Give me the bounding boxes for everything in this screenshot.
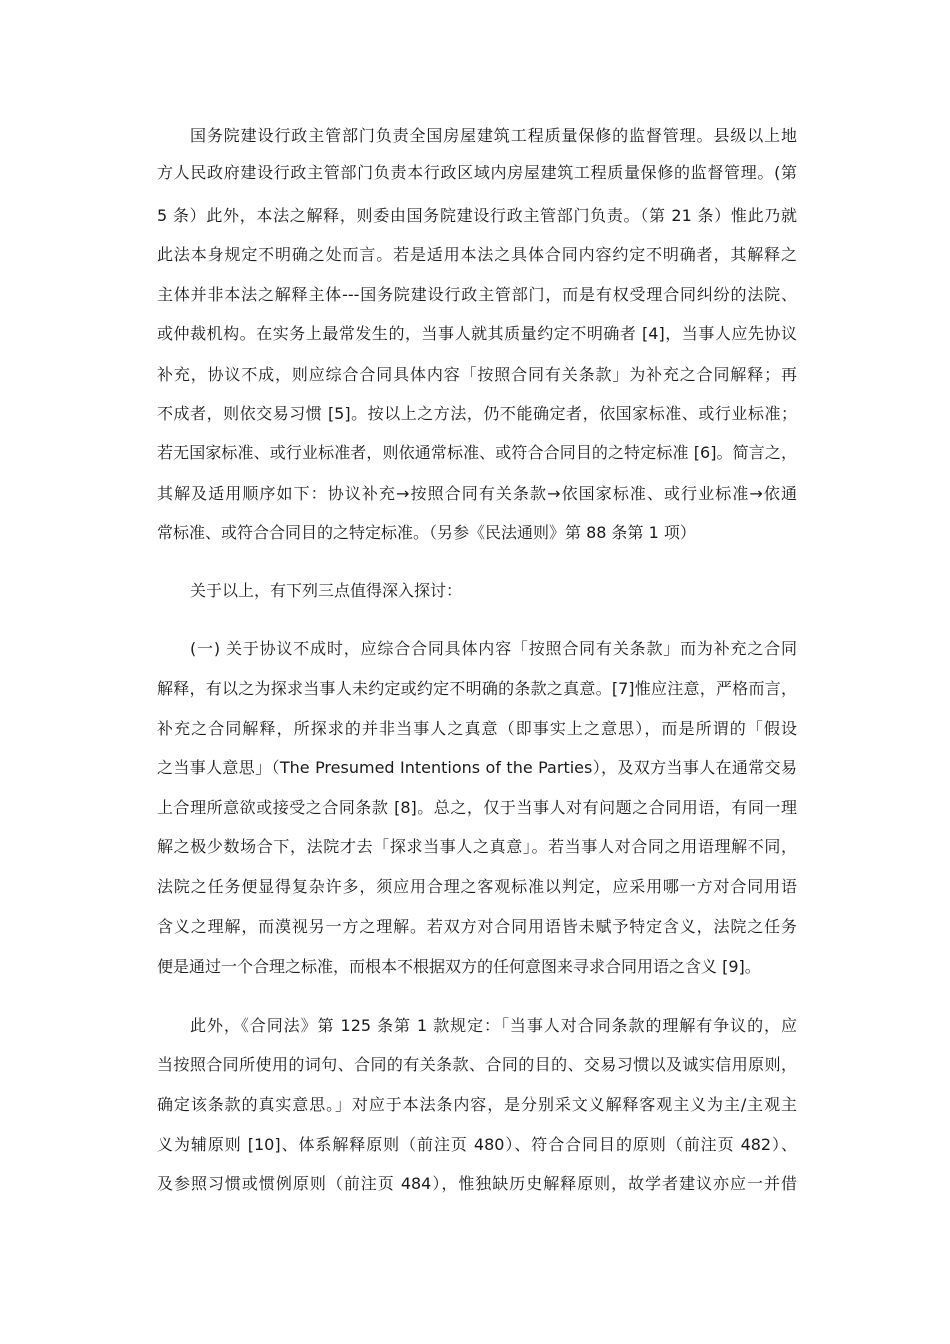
paragraph-1-line-4: 此法本身规定不明确之处而言。若是适用本法之具体合同内容约定不明确者，其解释之 — [157, 245, 797, 264]
paragraph-1-line-2: 方人民政府建设行政主管部门负责本行政区域内房屋建筑工程质量保修的监督管理。(第 — [157, 163, 797, 182]
paragraph-1-line-1: 国务院建设行政主管部门负责全国房屋建筑工程质量保修的监督管理。县级以上地 — [190, 126, 797, 145]
paragraph-3-line-4: 之当事人意思」（The Presumed Intentions of the Parties），及双方当事人在通常交易 — [157, 758, 797, 777]
paragraph-3-line-3: 补充之合同解释，所探求的并非当事人之真意（即事实上之意思），而是所谓的「假设 — [157, 719, 797, 738]
paragraph-3-line-2: 解释，有以之为探求当事人未约定或约定不明确的条款之真意。[7]惟应注意，严格而言， — [157, 679, 797, 698]
paragraph-4-line-1: 此外，《合同法》第 125 条第 1 款规定：「当事人对合同条款的理解有争议的，应 — [190, 1016, 797, 1035]
paragraph-3-line-7: 法院之任务便显得复杂许多，须应用合理之客观标准以判定，应采用哪一方对合同用语 — [157, 877, 797, 896]
paragraph-3-line-1: (一) 关于协议不成时，应综合合同具体内容「按照合同有关条款」而为补充之合同 — [190, 639, 797, 658]
paragraph-4-line-4: 义为辅原则 [10]、体系解释原则（前注页 480）、符合合同目的原则（前注页 482）、 — [157, 1135, 797, 1154]
paragraph-1-line-5: 主体并非本法之解释主体---国务院建设行政主管部门，而是有权受理合同纠纷的法院、 — [157, 285, 797, 304]
paragraph-3-line-5: 上合理所意欲或接受之合同条款 [8]。总之，仅于当事人对有问题之合同用语，有同一理 — [157, 798, 797, 817]
paragraph-1-line-11: 常标准、或符合合同目的之特定标准。（另参《民法通则》第 88 条第 1 项） — [157, 523, 696, 542]
paragraph-1-line-10: 其解及适用顺序如下：协议补充→按照合同有关条款→依国家标准、或行业标准→依通 — [157, 484, 797, 503]
paragraph-1-line-6: 或仲裁机构。在实务上最常发生的，当事人就其质量约定不明确者 [4]，当事人应先协议 — [157, 324, 797, 343]
paragraph-1-line-8: 不成者，则依交易习惯 [5]。按以上之方法，仍不能确定者，依国家标准、或行业标准； — [157, 404, 797, 423]
paragraph-2-line-1: 关于以上，有下列三点值得深入探讨： — [190, 581, 463, 600]
paragraph-1-line-3: 5 条）此外，本法之解释，则委由国务院建设行政主管部门负责。（第 21 条）惟此乃就 — [157, 206, 797, 225]
paragraph-4-line-3: 确定该条款的真实意思。」对应于本法条内容，是分别采文义解释客观主义为主/主观主 — [157, 1095, 797, 1114]
paragraph-3-line-8: 含义之理解，而漠视另一方之理解。若双方对合同用语皆未赋予特定含义，法院之任务 — [157, 917, 797, 936]
paragraph-1-line-7: 补充，协议不成，则应综合合同具体内容「按照合同有关条款」为补充之合同解释；再 — [157, 365, 797, 384]
paragraph-4-line-2: 当按照合同所使用的词句、合同的有关条款、合同的目的、交易习惯以及诚实信用原则， — [157, 1055, 797, 1074]
paragraph-3-line-6: 解之极少数场合下，法院才去「探求当事人之真意」。若当事人对合同之用语理解不同， — [157, 837, 797, 856]
paragraph-1-line-9: 若无国家标准、或行业标准者，则依通常标准、或符合合同目的之特定标准 [6]。简言之， — [157, 443, 797, 462]
paragraph-4-line-5: 及参照习惯或惯例原则（前注页 484），惟独缺历史解释原则，故学者建议亦应一并借 — [157, 1174, 797, 1193]
paragraph-3-line-9: 便是通过一个合理之标准，而根本不根据双方的任何意图来寻求合同用语之含义 [9]。 — [157, 957, 761, 976]
